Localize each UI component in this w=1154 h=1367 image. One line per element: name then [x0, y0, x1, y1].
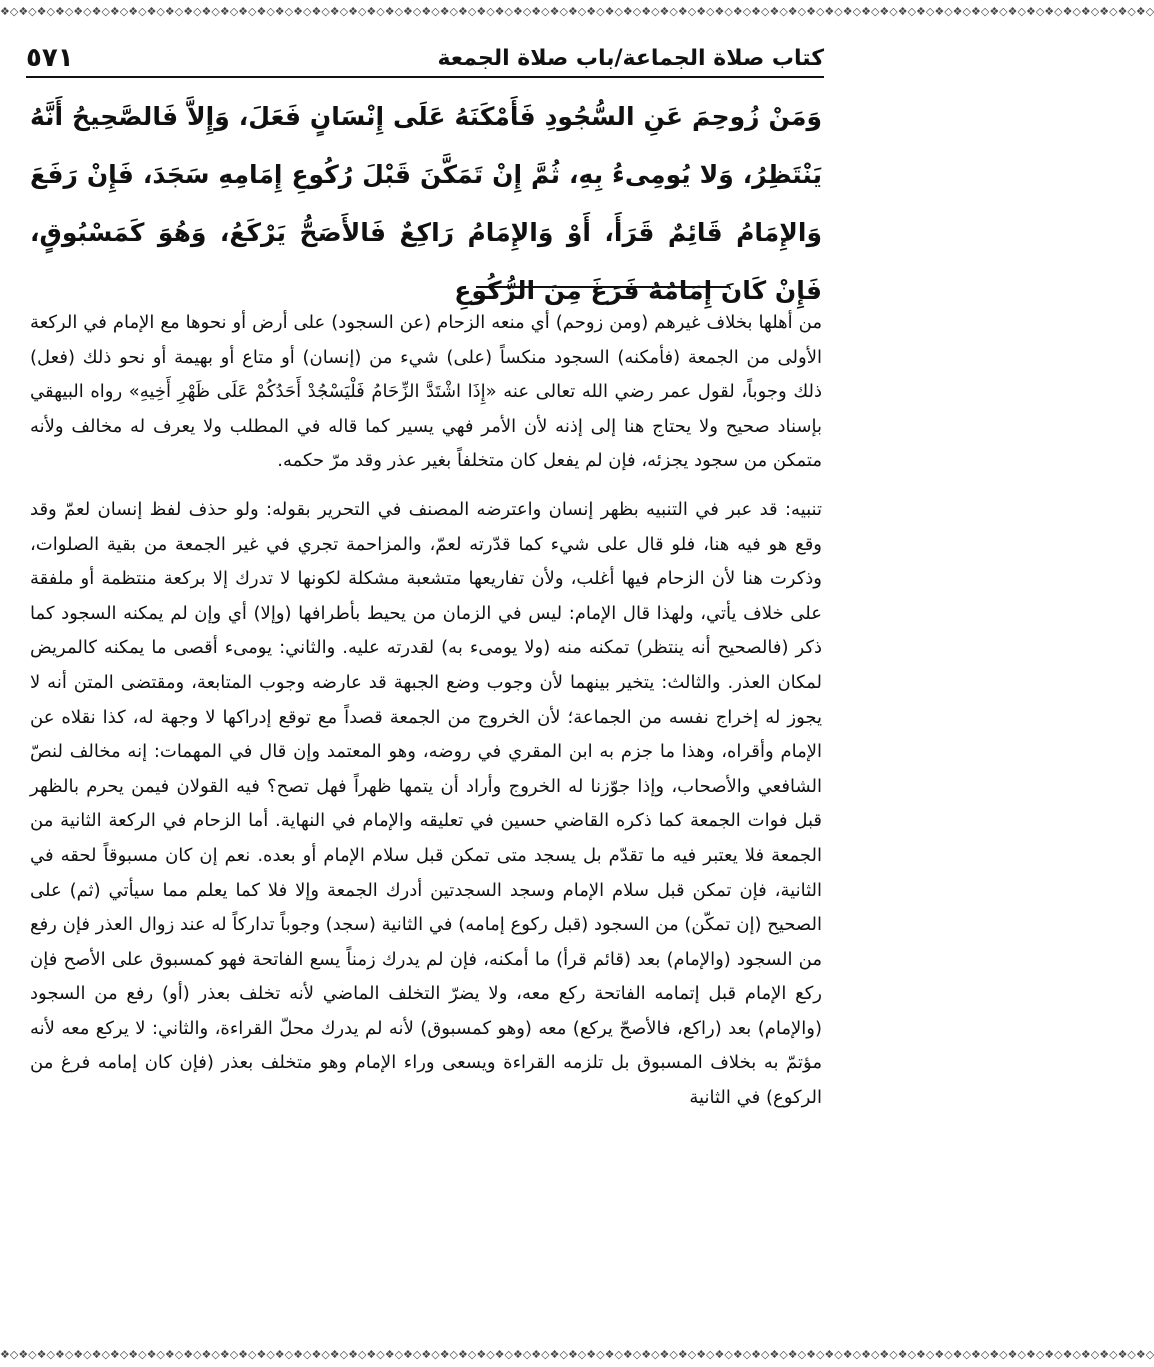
bottom-ornamental-border: ❖◇❖◇❖◇❖◇❖◇❖◇❖◇❖◇❖◇❖◇❖◇❖◇❖◇❖◇❖◇❖◇❖◇❖◇❖◇❖◇❖◇❖◇❖◇❖◇❖◇❖◇❖◇❖◇❖◇❖◇❖◇❖◇❖◇❖◇❖◇❖◇❖◇❖◇❖◇❖◇❖◇❖◇❖◇❖◇❖◇❖◇❖◇❖◇❖◇❖◇❖◇❖◇❖◇❖◇❖◇❖◇❖◇❖◇❖◇❖◇❖◇❖◇❖◇	[0, 1348, 1154, 1361]
matn-text: وَمَنْ زُوحِمَ عَنِ السُّجُودِ فَأَمْكَنَهُ عَلَى إِنْسَانٍ فَعَلَ، وَإِلاَّ فَالصَّحِيحُ أَنَّهُ يَنْتَظِرُ، وَلا يُومِىءُ بِهِ، ثُمَّ إِنْ تَمَكَّنَ قَبْلَ رُكُوعِ إِمَامِهِ سَجَدَ، فَإِنْ رَفَعَ وَالإِمَامُ قَائِمٌ قَرَأَ، أَوْ وَالإِمَامُ رَاكِعٌ فَالأَصَحُّ يَرْكَعُ، وَهُوَ كَمَسْبُوقٍ، فَإِنْ كَانَ إِمَامُهُ فَرَغَ مِنَ الرُّكُوعِ	[30, 102, 822, 305]
page-header	[26, 40, 824, 78]
commentary	[30, 306, 822, 1116]
top-ornamental-border: ❖◇❖◇❖◇❖◇❖◇❖◇❖◇❖◇❖◇❖◇❖◇❖◇❖◇❖◇❖◇❖◇❖◇❖◇❖◇❖◇❖◇❖◇❖◇❖◇❖◇❖◇❖◇❖◇❖◇❖◇❖◇❖◇❖◇❖◇❖◇❖◇❖◇❖◇❖◇❖◇❖◇❖◇❖◇❖◇❖◇❖◇❖◇❖◇❖◇❖◇❖◇❖◇❖◇❖◇❖◇❖◇❖◇❖◇❖◇❖◇❖◇❖◇❖◇	[0, 5, 1154, 18]
running-head: كتاب صلاة الجماعة/باب صلاة الجمعة	[437, 45, 824, 71]
page-number: ٥٧١	[26, 43, 74, 73]
separator-line	[476, 286, 730, 288]
commentary-paragraph-1: من أهلها بخلاف غيرهم (ومن زوحم) أي منعه الزحام (عن السجود) على أرض أو نحوها مع الإمام في الركعة الأولى من الجمعة (فأمكنه) السجود منكساً (على) شيء من (إنسان) أو متاع أو بهيمة أو نحو ذلك (فعل) ذلك وجوباً، لقول عمر رضي الله تعالى عنه «إِذَا اشْتَدَّ الزِّحَامُ فَلْيَسْجُدْ أَحَدُكُمْ عَلَى ظَهْرِ أَخِيهِ» رواه البيهقي بإسناد صحيح ولا يحتاج هنا إلى إذنه لأن الأمر فهي يسير كما قاله في المطلب ولا يعرف له مخالف ولأنه متمكن من سجود يجزئه، فإن لم يفعل كان متخلفاً بغير عذر وقد مرّ حكمه.	[30, 312, 822, 472]
commentary-paragraph-2: تنبيه: قد عبر في التنبيه بظهر إنسان واعترضه المصنف في التحرير بقوله: ولو حذف لفظ إنسان لعمّ وقد وقع هو فيه هنا، فلو قال على شيء كما قدّرته لعمّ، والمزاحمة تجري في غير الجمعة من بقية الصلوات، وذكرت هنا لأن الزحام فيها أغلب، ولأن تفاريعها متشعبة مشكلة لكونها لا تدرك إلا بركعة منتظمة أو ملفقة على خلاف يأتي، ولهذا قال الإمام: ليس في الزمان من يحيط بأطرافها (وإلا) أي وإن لم يمكنه السجود كما ذكر (فالصحيح أنه ينتظر) تمكنه منه (ولا يومىء به) لقدرته عليه. والثاني: يومىء أقصى ما يمكنه كالمريض لمكان العذر. والثالث: يتخير بينهما لأن وجوب وضع الجبهة قد عارضه وجوب المتابعة، ومقتضى المتن أنه لا يجوز له إخراج نفسه من الجماعة؛ لأن الخروج من الجمعة قصداً مع توقع إدراكها لا وجهة له، كذا نقلاه عن الإمام وأقراه، وهذا ما جزم به ابن المقري في روضه، وهو المعتمد وإن قال في المهمات: إنه مخالف لنصّ الشافعي والأصحاب، وإذا جوّزنا له الخروج وأراد أن يتمها ظهراً فهل تصح؟ فيه القولان فيمن يحرم بالظهر قبل فوات الجمعة كما ذكره القاضي حسين في تعليقه والإمام في النهاية. أما الزحام في الركعة الثانية من الجمعة فلا يعتبر فيه ما تقدّم بل يسجد متى تمكن قبل سلام الإمام أو بعده. نعم إن كان مسبوقاً لحقه في الثانية، فإن تمكن قبل سلام الإمام وسجد السجدتين أدرك الجمعة وإلا فلا كما يعلم مما سيأتي (ثم) على الصحيح (إن تمكّن) من السجود (قبل ركوع إمامه) في الثانية (سجد) وجوباً تداركاً له عند زوال العذر فإن رفع من السجود (والإمام) بعد (قائم قرأ) ما أمكنه، فإن لم يدرك زمناً يسع الفاتحة فهو كمسبوق على الأصح فإن ركع الإمام قبل إتمامه الفاتحة ركع معه، ولا يضرّ التخلف الماضي لأنه تخلف بعذر (أو) رفع من السجود (والإمام) بعد (راكع، فالأصحّ يركع) معه (وهو كمسبوق) لأنه لم يدرك محلّ القراءة، والثاني: لا يركع معه لأنه مؤتمّ به بخلاف المسبوق بل تلزمه القراءة ويسعى وراء الإمام وهو متخلف بعذر (فإن كان إمامه فرغ من الركوع) في الثانية	[30, 498, 822, 1109]
